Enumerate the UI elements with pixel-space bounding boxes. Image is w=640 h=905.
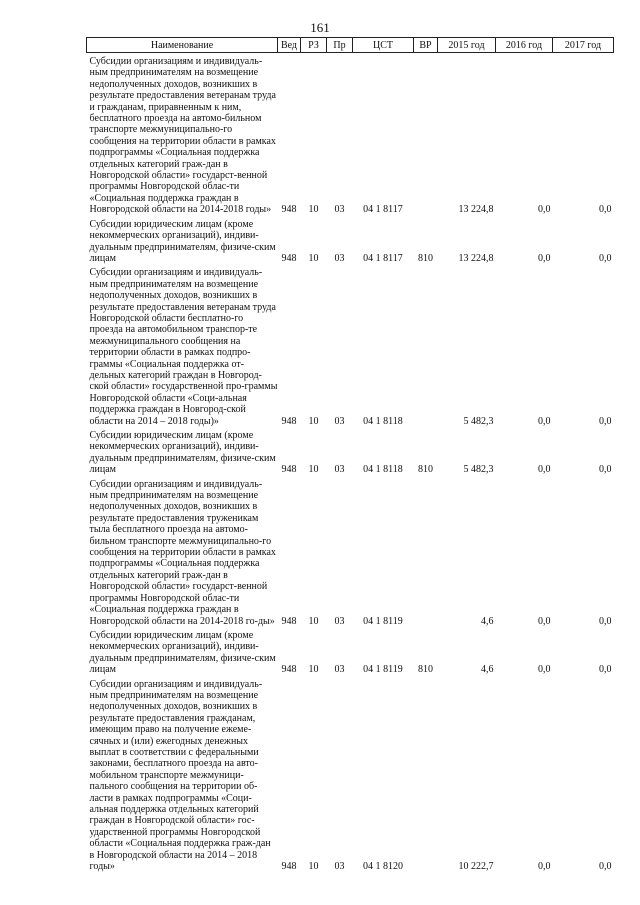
row-2017: 0,0 — [599, 664, 612, 676]
row-2016: 0,0 — [538, 861, 551, 873]
row-vr — [414, 53, 438, 216]
row-2017: 0,0 — [599, 861, 612, 873]
row-cst: 04 1 8120 — [363, 861, 403, 873]
row-2017: 0,0 — [599, 415, 612, 427]
row-2017: 0,0 — [599, 464, 612, 476]
col-header-ved: Вед — [278, 38, 301, 53]
row-rz: 10 — [308, 252, 319, 264]
page-number: 161 — [310, 20, 330, 35]
row-2016: 0,0 — [538, 464, 551, 476]
row-2016: 0,0 — [538, 615, 551, 627]
row-ved: 948 — [281, 664, 297, 676]
row-name: Субсидии организациям и индивидуаль-ным предпринимателям на возмещение недополученных доходов, возникших в результате предоставления гражданам, имеющим право на получение ежеме-сячных и (или) ежегодных денежных выплат в соответствии с федеральными законами, бесплатного проезда на авто-мобильном транспорте межмуници-пального сообщения на территории об-ласти в рамках подпрограммы «Соци-альная поддержка отдельных категорий граждан в Новгородской области» гос-ударственной программы Новгородской области «Социальная поддержка граж-дан в Новгородской области на 2014 – 2018 годы» — [89, 678, 271, 873]
row-name: Субсидии организациям и индивидуаль-ным предпринимателям на возмещение недополученных доходов, возникших в результате предоставления труженикам тыла бесплатного проезда на автомо-бильном транспорте межмуниципально-го сообщения на территории области в рамках подпрограммы «Социальная поддержка отдельных категорий граж-дан в Новгородской области» государст-венной программы Новгородской облас-ти «Социальная поддержка граждан в Новгородской области на 2014-2018 го-ды» — [89, 478, 276, 627]
row-vr: 810 — [418, 464, 433, 476]
row-ved: 948 — [281, 861, 297, 873]
row-2016: 0,0 — [538, 415, 551, 427]
row-2015: 5 482,3 — [463, 464, 494, 476]
row-cst: 04 1 8119 — [363, 664, 403, 676]
row-2015: 13 224,8 — [458, 204, 494, 216]
table-row — [87, 427, 614, 476]
col-header-pr: Пр — [327, 38, 353, 53]
row-2015: 5 482,3 — [463, 415, 494, 427]
col-header-cst: ЦСТ — [353, 38, 414, 53]
row-cst: 04 1 8118 — [363, 464, 403, 476]
col-header-2015: 2015 год — [438, 38, 496, 53]
row-rz: 10 — [308, 464, 319, 476]
col-header-vr: ВР — [414, 38, 438, 53]
row-pr: 03 — [334, 615, 345, 627]
row-rz: 10 — [308, 615, 319, 627]
row-cst: 04 1 8119 — [363, 615, 403, 627]
table-row — [87, 676, 614, 873]
row-cst: 04 1 8118 — [363, 415, 403, 427]
table-row — [87, 264, 614, 427]
row-2015: 4,6 — [481, 664, 494, 676]
table-row — [87, 476, 614, 627]
row-cst: 04 1 8117 — [363, 252, 403, 264]
row-ved: 948 — [281, 464, 297, 476]
table-row — [87, 53, 614, 216]
row-vr — [414, 676, 438, 873]
col-header-name: Наименование — [87, 38, 278, 53]
col-header-rz: РЗ — [301, 38, 327, 53]
row-vr: 810 — [418, 252, 433, 264]
row-ved: 948 — [281, 204, 297, 216]
row-rz: 10 — [308, 861, 319, 873]
row-pr: 03 — [334, 464, 345, 476]
row-name: Субсидии юридическим лицам (кроме некоммерческих организаций), индиви-дуальным предпринимателям, физиче-ским лицам — [89, 218, 276, 264]
row-2016: 0,0 — [538, 252, 551, 264]
table-row — [87, 627, 614, 676]
row-pr: 03 — [334, 861, 345, 873]
row-2016: 0,0 — [538, 664, 551, 676]
row-name: Субсидии юридическим лицам (кроме некоммерческих организаций), индиви-дуальным предпринимателям, физиче-ским лицам — [89, 430, 276, 476]
row-vr — [414, 264, 438, 427]
row-name: Субсидии организациям и индивидуаль-ным предпринимателям на возмещение недополученных доходов, возникших в результате предоставления ветеранам труда Новгородской области бесплатно-го проезда на автомобильном транспор-те межмуниципального сообщения на территории области в рамках подпро-граммы «Социальная поддержка от-дельных категорий граждан в Новгород-ской области» государственной про-граммы Новгородской области «Соци-альная поддержка граждан в Новгород-ской области на 2014 – 2018 годы)» — [89, 267, 278, 427]
row-name: Субсидии юридическим лицам (кроме некоммерческих организаций), индиви-дуальным предпринимателям, физиче-ским лицам — [89, 629, 276, 676]
table-row — [87, 216, 614, 265]
table-header-row — [87, 38, 614, 53]
row-2015: 13 224,8 — [458, 252, 494, 264]
row-pr: 03 — [334, 415, 345, 427]
row-2017: 0,0 — [599, 252, 612, 264]
row-2015: 10 222,7 — [458, 861, 494, 873]
row-rz: 10 — [308, 204, 319, 216]
row-pr: 03 — [334, 252, 345, 264]
row-rz: 10 — [308, 664, 319, 676]
row-vr — [414, 476, 438, 627]
row-2015: 4,6 — [481, 615, 494, 627]
row-rz: 10 — [308, 415, 319, 427]
row-vr: 810 — [418, 664, 433, 676]
row-pr: 03 — [334, 204, 345, 216]
row-name: Субсидии организациям и индивидуаль-ным предпринимателям на возмещение недополученных доходов, возникших в результате предоставления ветеранам труда и гражданам, приравненным к ним, бесплатного проезда на автомо-бильном транспорте межмуниципально-го сообщения на территории области в рамках подпрограммы «Социальная поддержка отдельных категорий граж-дан в Новгородской области» государст-венной программы Новгородской облас-ти «Социальная поддержка граждан в Новгородской области на 2014-2018 годы» — [89, 56, 276, 216]
row-cst: 04 1 8117 — [363, 204, 403, 216]
col-header-2016: 2016 год — [496, 38, 553, 53]
row-ved: 948 — [281, 415, 297, 427]
row-ved: 948 — [281, 252, 297, 264]
row-2016: 0,0 — [538, 204, 551, 216]
col-header-2017: 2017 год — [553, 38, 614, 53]
row-2017: 0,0 — [599, 615, 612, 627]
row-ved: 948 — [281, 615, 297, 627]
budget-table — [86, 37, 614, 872]
row-pr: 03 — [334, 664, 345, 676]
row-2017: 0,0 — [599, 204, 612, 216]
